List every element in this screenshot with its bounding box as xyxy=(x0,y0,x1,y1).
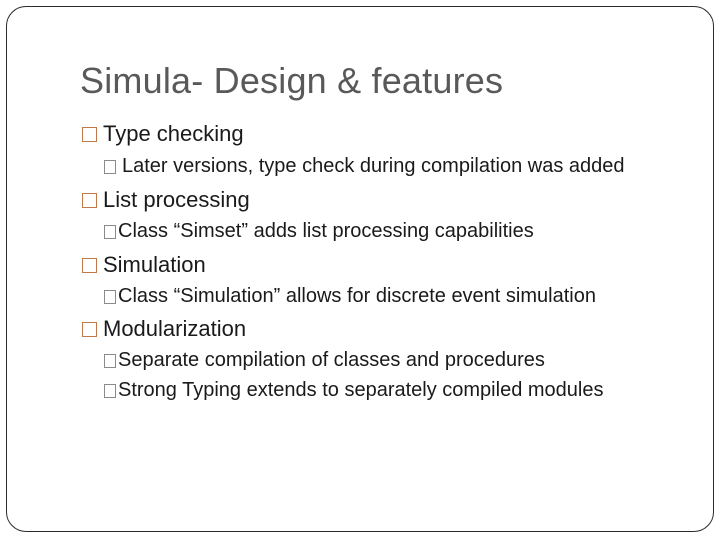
square-bullet-icon xyxy=(82,193,97,208)
sub-bullet-text: Class “Simset” adds list processing capabilities xyxy=(118,220,534,242)
square-bullet-icon xyxy=(104,384,116,398)
sub-bullet-text: Later versions, type check during compilation was added xyxy=(122,155,625,177)
square-bullet-icon xyxy=(82,322,97,337)
bullet-text: Modularization xyxy=(103,316,247,341)
square-bullet-icon xyxy=(104,354,116,368)
slide-title: Simula- Design & features xyxy=(80,60,504,101)
sub-bullet-text: Separate compilation of classes and procedures xyxy=(118,349,545,371)
square-bullet-icon xyxy=(82,127,97,142)
bullet-text: List processing xyxy=(103,187,250,212)
sub-bullet-text: Class “Simulation” allows for discrete event simulation xyxy=(118,285,596,307)
sub-bullet-item xyxy=(104,220,534,243)
bullet-item-type-checking xyxy=(82,121,244,147)
sub-bullet-item xyxy=(104,379,603,402)
sub-bullet-item xyxy=(104,349,545,372)
square-bullet-icon xyxy=(104,225,116,239)
bullet-item-simulation xyxy=(82,252,206,278)
bullet-item-list-processing xyxy=(82,187,250,213)
bullet-item-modularization xyxy=(82,316,246,342)
bullet-text: Simulation xyxy=(103,252,206,277)
sub-bullet-item xyxy=(104,155,625,178)
sub-bullet-text: Strong Typing extends to separately compiled modules xyxy=(118,379,604,401)
sub-bullet-item xyxy=(104,285,596,308)
square-bullet-icon xyxy=(104,290,116,304)
square-bullet-icon xyxy=(82,258,97,273)
bullet-text: Type checking xyxy=(103,121,244,146)
square-bullet-icon xyxy=(104,160,116,174)
